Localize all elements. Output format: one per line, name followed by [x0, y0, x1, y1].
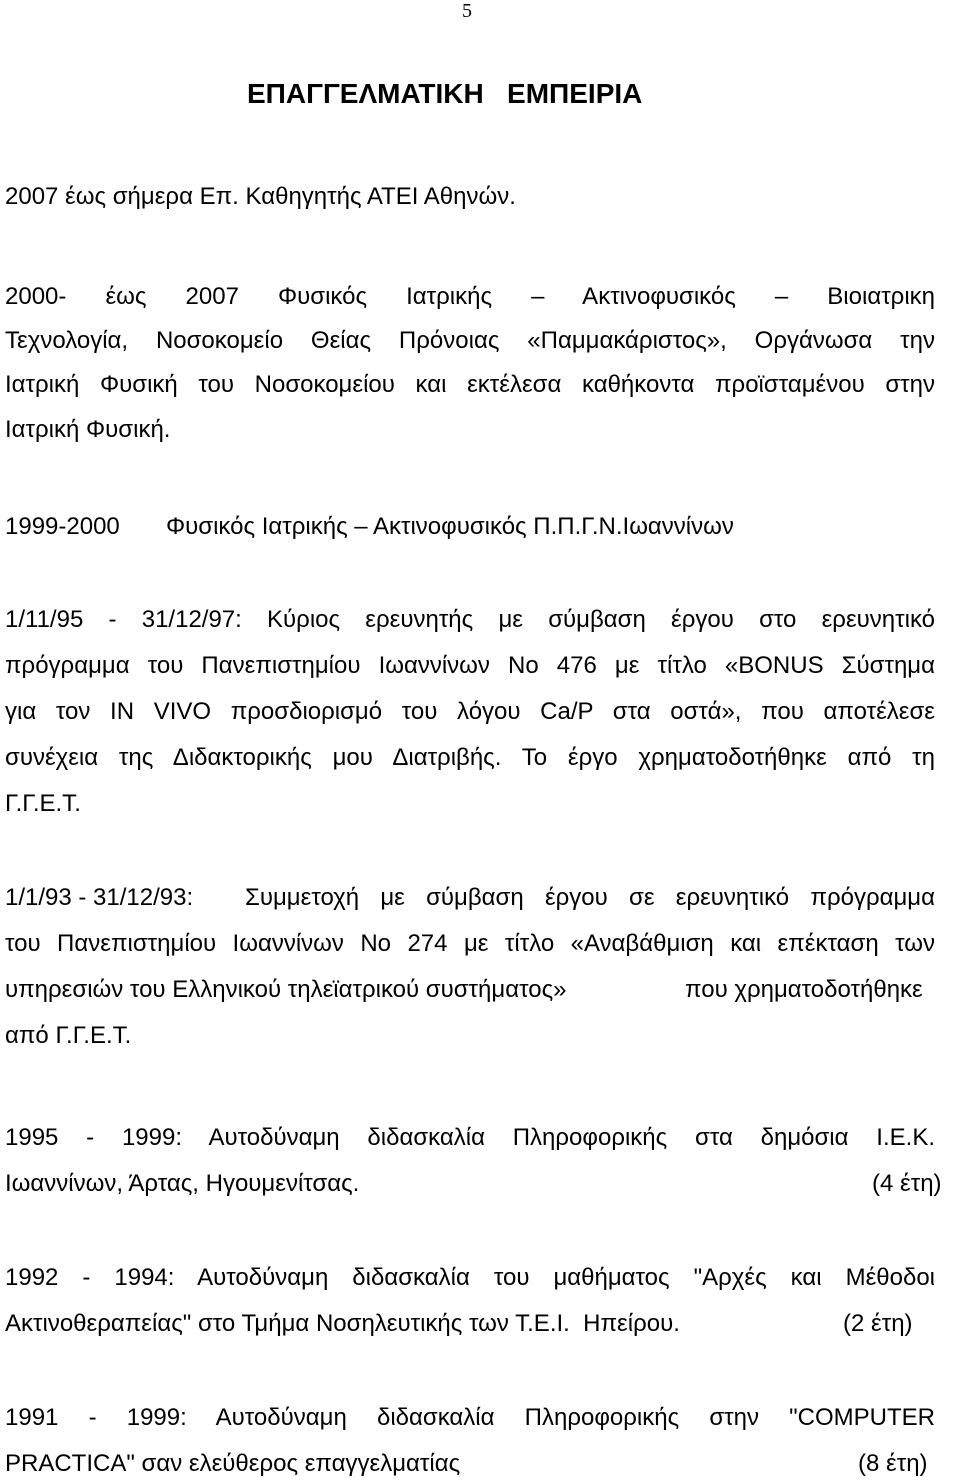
entry-line: Γ.Γ.Ε.Τ. — [5, 790, 81, 817]
entry-line: 1992 - 1994: Αυτοδύναμη διδασκαλία του μαθήματος "Αρχές και Μέθοδοι — [5, 1264, 935, 1291]
entry-line: 2000- έως 2007 Φυσικός Ιατρικής – Ακτινοφυσικός – Βιοιατρικη — [5, 283, 935, 310]
entry-line: για τον IN VIVO προσδιορισμό του λόγου Ca/P στα οστά», που αποτέλεσε — [5, 698, 935, 725]
entry-line: που χρηματοδοτήθηκε — [685, 976, 923, 1003]
entry-line: 1/11/95 - 31/12/97: Κύριος ερευνητής με σύμβαση έργου στο ερευνητικό — [5, 606, 935, 633]
entry-duration: (4 έτη) — [872, 1170, 942, 1197]
entry-line: 1995 - 1999: Αυτοδύναμη διδασκαλία Πληροφορικής στα δημόσια Ι.Ε.Κ. — [5, 1124, 935, 1151]
entry-text: Φυσικός Ιατρικής – Ακτινοφυσικός Π.Π.Γ.Ν.Ιωαννίνων — [166, 513, 734, 540]
entry-line: πρόγραμμα του Πανεπιστημίου Ιωαννίνων Νο 476 με τίτλο «BONUS Σύστημα — [5, 652, 935, 679]
entry-line: Ακτινοθεραπείας" στο Τμήμα Νοσηλευτικής των Τ.Ε.Ι. Ηπείρου. — [5, 1310, 680, 1337]
entry-line: 2007 έως σήμερα Επ. Καθηγητής ΑΤΕΙ Αθηνών. — [5, 183, 516, 210]
entry-line: 1991 - 1999: Αυτοδύναμη διδασκαλία Πληροφορικής στην "COMPUTER — [5, 1404, 935, 1431]
entry-period: 1999-2000 — [5, 513, 120, 540]
entry-line: Ιωαννίνων, Άρτας, Ηγουμενίτσας. — [5, 1170, 360, 1197]
entry-line: PRACTICA" σαν ελεύθερος επαγγελματίας — [5, 1450, 461, 1477]
entry-line: υπηρεσιών του Ελληνικού τηλεϊατρικού συστήματος» — [5, 976, 567, 1003]
entry-line: Ιατρική Φυσική του Νοσοκομείου και εκτέλεσα καθήκοντα προϊσταμένου στην — [5, 371, 935, 398]
entry-line: από Γ.Γ.Ε.Τ. — [5, 1022, 132, 1049]
entry-duration: (2 έτη) — [843, 1310, 913, 1337]
entry-period: 1/1/93 - 31/12/93: — [5, 884, 194, 911]
section-heading: ΕΠΑΓΓΕΛΜΑΤΙΚΗ ΕΜΠΕΙΡΙΑ — [247, 78, 643, 109]
entry-line: Συμμετοχή με σύμβαση έργου σε ερευνητικό πρόγραμμα — [245, 884, 935, 911]
entry-line: Ιατρική Φυσική. — [5, 416, 171, 443]
page-number: 5 — [462, 0, 472, 22]
entry-duration: (8 έτη) — [858, 1450, 928, 1477]
entry-line: του Πανεπιστημίου Ιωαννίνων Νο 274 με τίτλο «Αναβάθμιση και επέκταση των — [5, 930, 935, 957]
entry-line: συνέχεια της Διδακτορικής μου Διατριβής. Το έργο χρηματοδοτήθηκε από τη — [5, 744, 935, 771]
entry-line: Τεχνολογία, Νοσοκομείο Θείας Πρόνοιας «Παμμακάριστος», Οργάνωσα την — [5, 327, 935, 354]
